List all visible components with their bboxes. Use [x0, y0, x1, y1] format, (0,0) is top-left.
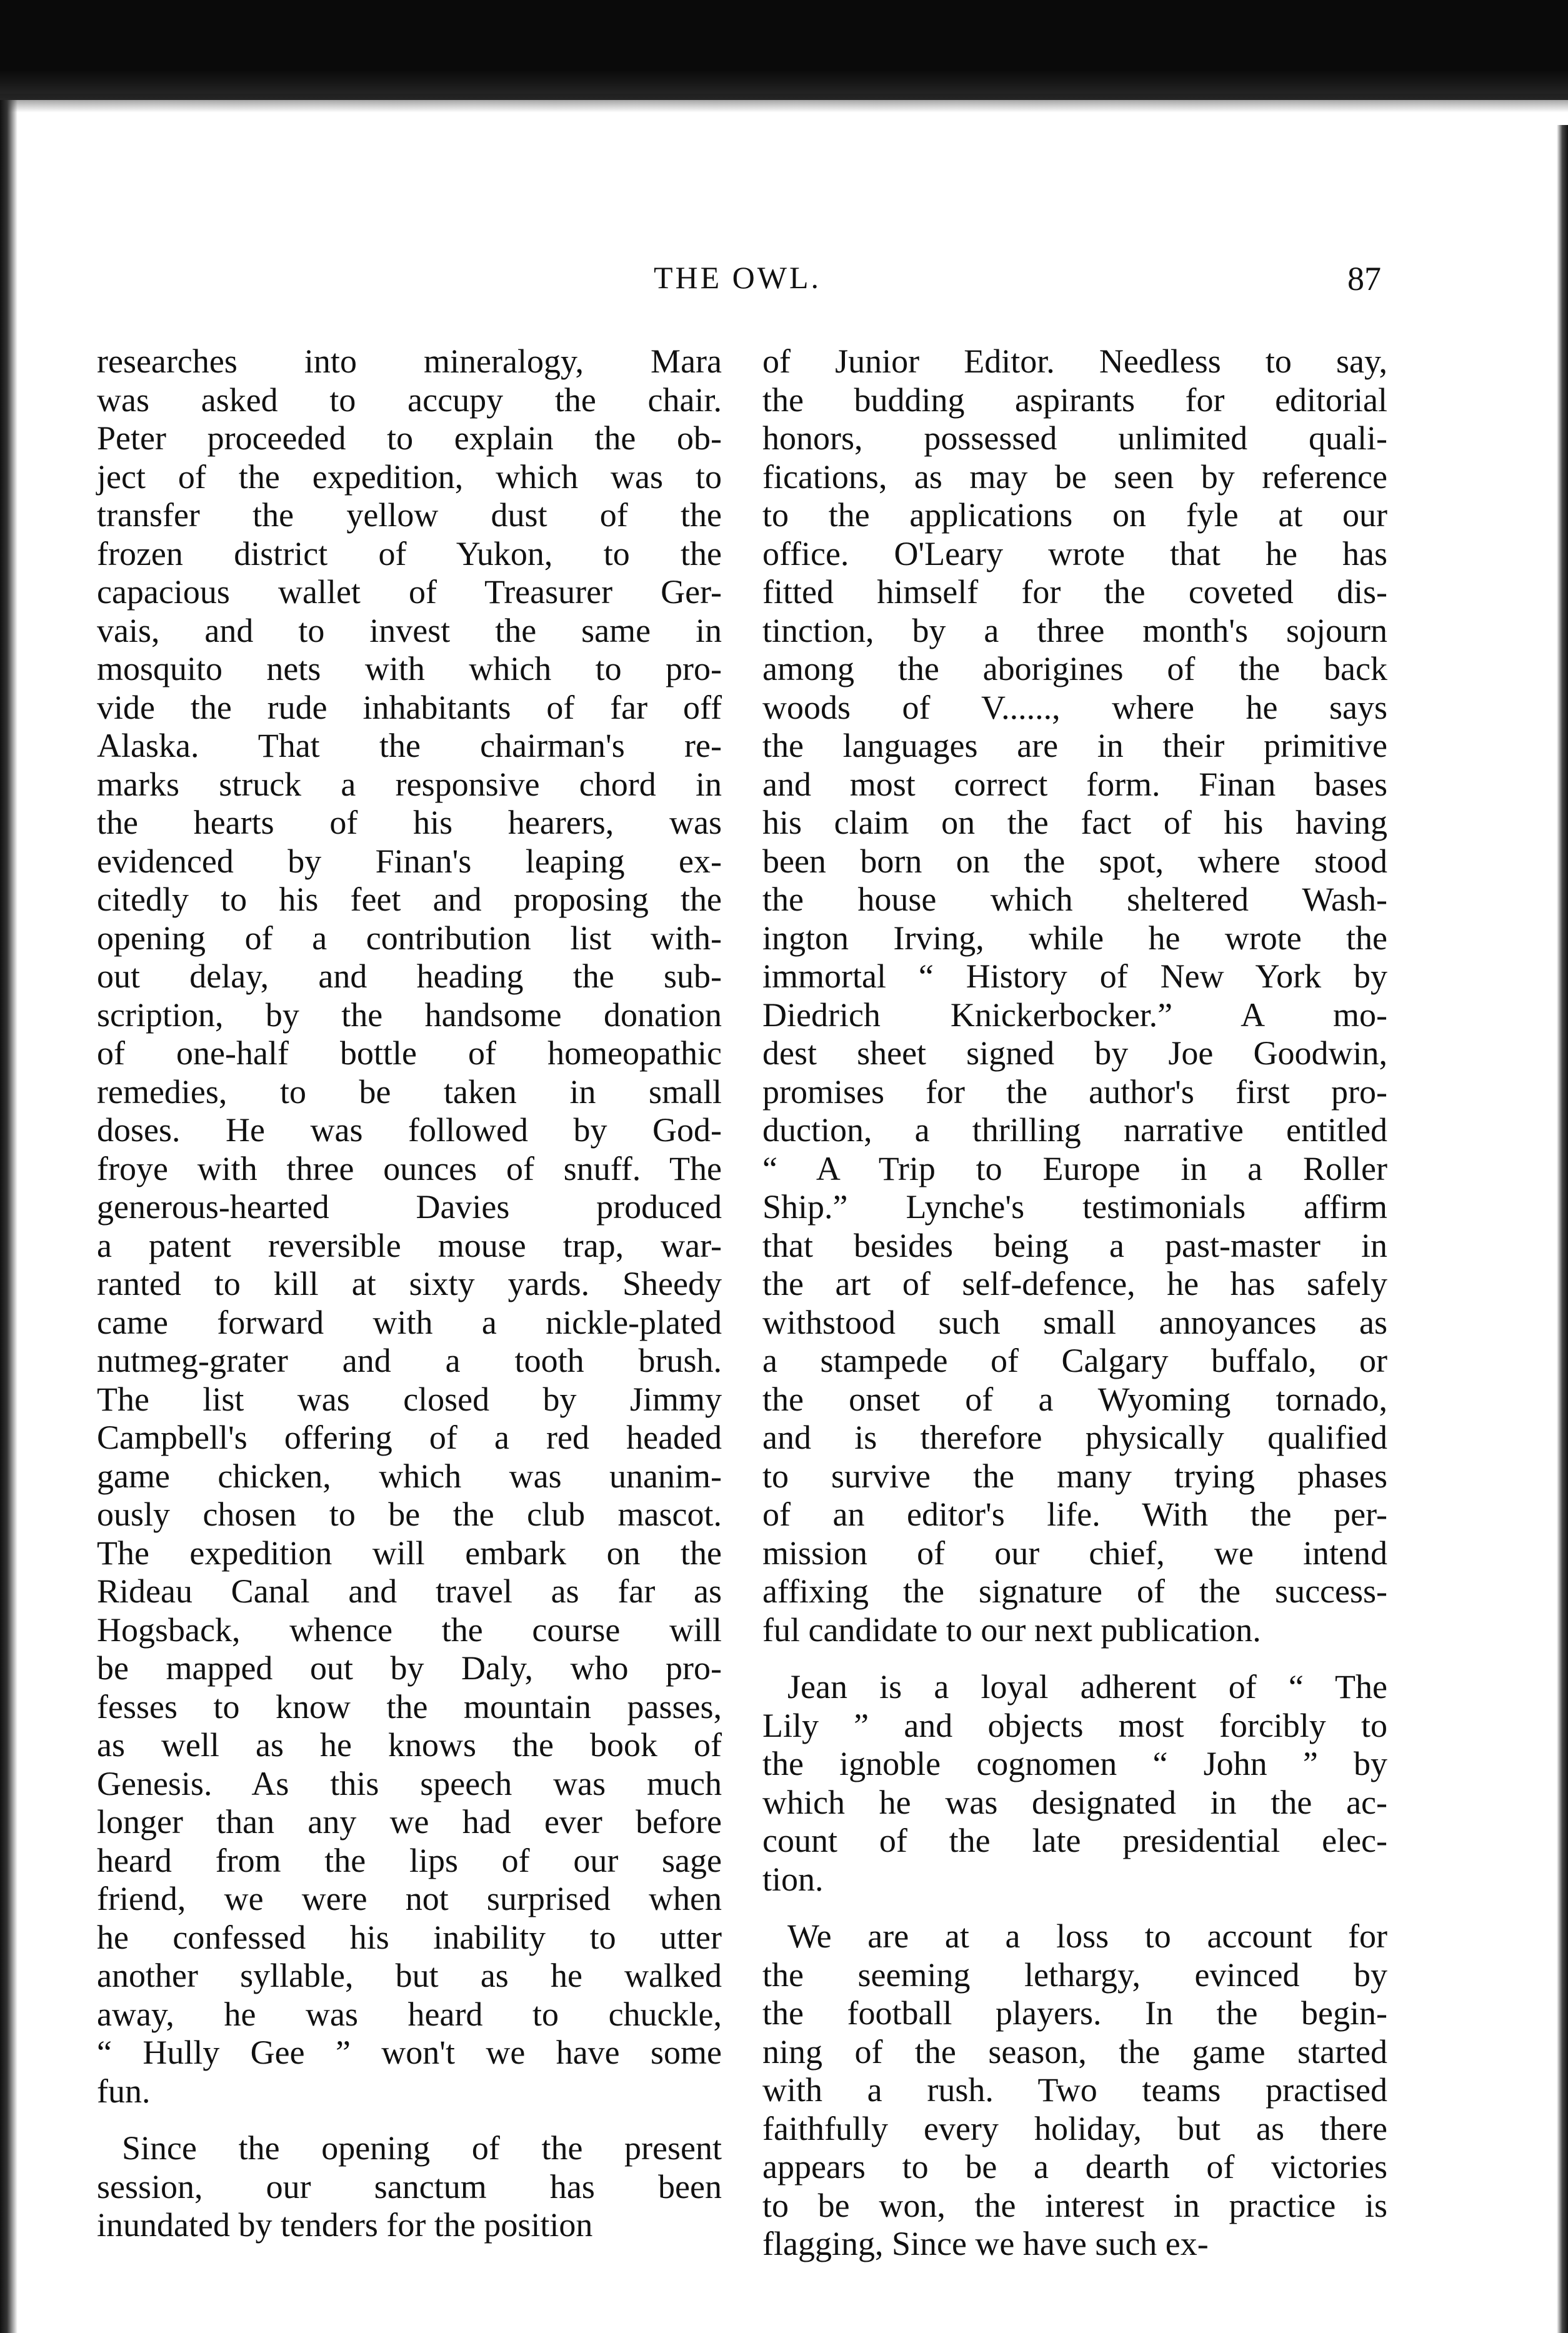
text-line: citedly to his feet and proposing the [97, 881, 722, 918]
text-line: duction, a thrilling narrative entitled [762, 1111, 1387, 1149]
text-line: Diedrich Knickerbocker.” A mo- [762, 996, 1387, 1034]
text-line: which he was designated in the ac- [762, 1783, 1387, 1821]
text-line: fesses to know the mountain passes, [97, 1687, 722, 1726]
text-line: inundated by tenders for the position [97, 2206, 593, 2244]
text-line: his claim on the fact of his having [762, 804, 1387, 841]
text-line: of one-half bottle of homeopathic [97, 1034, 722, 1072]
text-line: ranted to kill at sixty yards. Sheedy [97, 1265, 722, 1302]
paragraph-gap [762, 1649, 1387, 1668]
text-line: with a rush. Two teams practised [762, 2071, 1387, 2109]
text-line: Ship.” Lynche's testimonials affirm [762, 1188, 1387, 1226]
text-line: count of the late presidential elec- [762, 1822, 1387, 1859]
paragraph-gap [762, 1899, 1387, 1917]
text-line: “ Hully Gee ” won't we have some [97, 2034, 722, 2071]
text-line: that besides being a past-master in [762, 1226, 1387, 1264]
text-line: ning of the season, the game started [762, 2032, 1387, 2071]
text-line: a stampede of Calgary buffalo, or [762, 1342, 1387, 1379]
text-line: Hogsback, whence the course will [97, 1611, 722, 1649]
text-line: been born on the spot, where stood [762, 842, 1387, 880]
text-line: to survive the many trying phases [762, 1457, 1387, 1495]
text-line: mission of our chief, we intend [762, 1534, 1387, 1572]
text-line: marks struck a responsive chord in [97, 765, 722, 803]
text-line: was asked to accupy the chair. [97, 381, 722, 419]
scan-right-edge [1557, 125, 1568, 2333]
text-line: fitted himself for the coveted dis- [762, 573, 1387, 611]
text-line: ington Irving, while he wrote the [762, 919, 1387, 957]
text-line: friend, we were not surprised when [97, 1880, 722, 1917]
text-line: tinction, by a three month's sojourn [762, 611, 1387, 649]
text-line: honors, possessed unlimited quali- [762, 419, 1387, 457]
text-line: and is therefore physically qualified [762, 1419, 1387, 1456]
text-line: fun. [97, 2072, 151, 2110]
text-line: Peter proceeded to explain the ob- [97, 419, 722, 457]
text-line: office. O'Leary wrote that he has [762, 534, 1387, 572]
text-line: the seeming lethargy, evinced by [762, 1956, 1387, 1994]
text-line: remedies, to be taken in small [97, 1072, 722, 1111]
text-line: Alaska. That the chairman's re- [97, 727, 722, 764]
scan-top-border [0, 0, 1568, 100]
text-line: The expedition will embark on the [97, 1534, 722, 1572]
text-line: woods of V......, where he says [762, 688, 1387, 726]
text-line: the hearts of his hearers, was [97, 804, 722, 841]
text-line: to be won, the interest in practice is [762, 2186, 1387, 2224]
text-line: among the aborigines of the back [762, 650, 1387, 687]
text-line: another syllable, but as he walked [97, 1957, 722, 1994]
text-line: The list was closed by Jimmy [97, 1380, 722, 1418]
text-line: out delay, and heading the sub- [97, 957, 722, 995]
text-line: frozen district of Yukon, to the [97, 534, 722, 572]
text-line: ously chosen to be the club mascot. [97, 1496, 722, 1533]
text-line: heard from the lips of our sage [97, 1841, 722, 1879]
text-line: generous-hearted Davies produced [97, 1188, 722, 1226]
text-line: froye with three ounces of snuff. The [97, 1149, 722, 1187]
paragraph-gap [97, 2111, 722, 2129]
text-line: flagging, Since we have such ex- [762, 2225, 1209, 2262]
text-line: researches into mineralogy, Mara [97, 342, 722, 380]
text-line: fications, as may be seen by reference [762, 457, 1387, 496]
text-line: the ignoble cognomen “ John ” by [762, 1745, 1387, 1782]
text-line: a patent reversible mouse trap, war- [97, 1226, 722, 1264]
text-line: away, he was heard to chuckle, [97, 1995, 722, 2033]
text-line: withstood such small annoyances as [762, 1303, 1387, 1341]
page-number: 87 [1347, 260, 1381, 297]
text-line: be mapped out by Daly, who pro- [97, 1649, 722, 1687]
text-line: evidenced by Finan's leaping ex- [97, 842, 722, 880]
text-line: Rideau Canal and travel as far as [97, 1572, 722, 1610]
text-line: the onset of a Wyoming tornado, [762, 1380, 1387, 1418]
text-line: session, our sanctum has been [97, 2167, 722, 2206]
text-line: ful candidate to our next publication. [762, 1611, 1261, 1649]
text-line: of an editor's life. With the per- [762, 1496, 1387, 1533]
text-line: the budding aspirants for editorial [762, 381, 1387, 419]
text-line: the languages are in their primitive [762, 727, 1387, 764]
text-line: the art of self-defence, he has safely [762, 1265, 1387, 1302]
text-line: game chicken, which was unanim- [97, 1457, 722, 1495]
text-line: tion. [762, 1860, 824, 1898]
text-line: and most correct form. Finan bases [762, 765, 1387, 803]
text-line: of Junior Editor. Needless to say, [762, 342, 1387, 380]
text-line: vais, and to invest the same in [97, 611, 722, 649]
scan-left-edge [0, 100, 17, 2333]
text-line: nutmeg-grater and a tooth brush. [97, 1342, 722, 1379]
text-line: he confessed his inability to utter [97, 1918, 722, 1956]
text-line: ject of the expedition, which was to [97, 457, 722, 496]
text-line: Campbell's offering of a red headed [97, 1419, 722, 1456]
text-line: dest sheet signed by Joe Goodwin, [762, 1034, 1387, 1072]
text-line: immortal “ History of New York by [762, 957, 1387, 995]
text-line: as well as he knows the book of [97, 1726, 722, 1764]
text-line: “ A Trip to Europe in a Roller [762, 1149, 1387, 1187]
text-line: opening of a contribution list with- [97, 919, 722, 957]
text-line: capacious wallet of Treasurer Ger- [97, 573, 722, 611]
page-header [94, 259, 1381, 309]
text-line: Lily ” and objects most forcibly to [762, 1706, 1387, 1744]
text-line: appears to be a dearth of victories [762, 2148, 1387, 2186]
right-text-column [762, 342, 1387, 2264]
scan-top-shadow [0, 94, 1568, 112]
text-line: promises for the author's first pro- [762, 1072, 1387, 1111]
text-line: Since the opening of the present [122, 2129, 722, 2167]
text-line: transfer the yellow dust of the [97, 496, 722, 534]
text-line: scription, by the handsome donation [97, 996, 722, 1034]
text-line: came forward with a nickle-plated [97, 1303, 722, 1341]
text-line: the football players. In the begin- [762, 1994, 1387, 2032]
running-title: THE OWL. [653, 260, 822, 295]
text-line: the house which sheltered Wash- [762, 881, 1387, 918]
text-line: We are at a loss to account for [787, 1917, 1387, 1955]
text-line: to the applications on fyle at our [762, 496, 1387, 534]
text-line: Jean is a loyal adherent of “ The [787, 1668, 1387, 1706]
text-line: faithfully every holiday, but as there [762, 2109, 1387, 2147]
text-line: longer than any we had ever before [97, 1803, 722, 1841]
text-line: Genesis. As this speech was much [97, 1764, 722, 1802]
text-line: affixing the signature of the success- [762, 1572, 1387, 1610]
left-text-column [97, 342, 722, 2245]
text-line: vide the rude inhabitants of far off [97, 688, 722, 726]
text-line: mosquito nets with which to pro- [97, 650, 722, 687]
text-line: doses. He was followed by God- [97, 1111, 722, 1149]
